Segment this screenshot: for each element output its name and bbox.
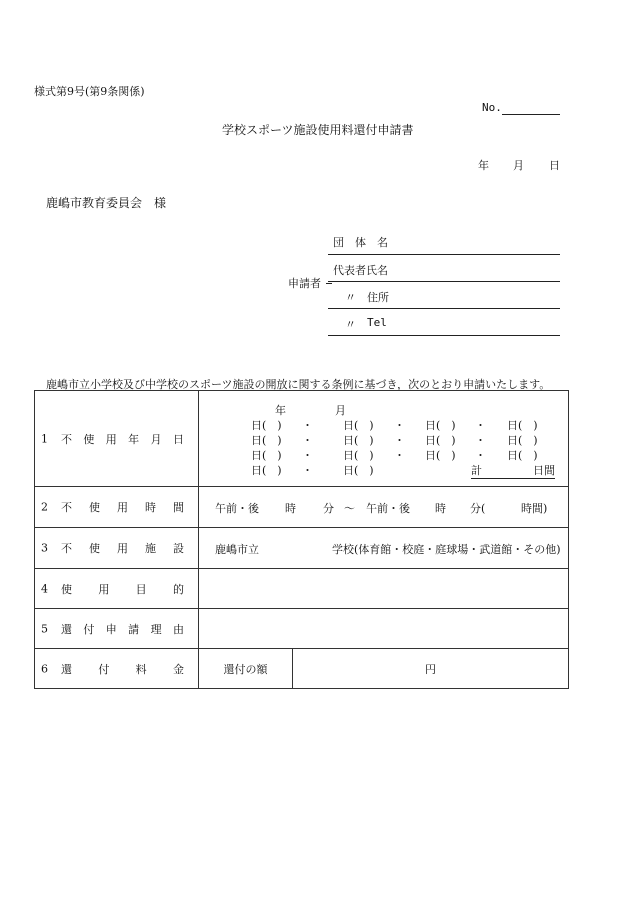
applicant-label: 申請者 — [288, 277, 321, 290]
purpose-field[interactable] — [199, 569, 569, 609]
row-refund-fee — [35, 649, 569, 689]
date-slot[interactable]: 日( ) — [507, 449, 538, 462]
date-slot[interactable]: 日( ) — [343, 434, 374, 447]
end-hour[interactable]: 時 — [435, 502, 446, 515]
label-purpose: 4 使 用 目 的 — [35, 569, 199, 609]
date-slot[interactable]: 日( ) — [425, 449, 456, 462]
no-field-line[interactable] — [502, 114, 560, 115]
addressee: 鹿嶋市教育委員会 様 — [46, 196, 167, 210]
total-hours[interactable]: 時間) — [521, 502, 548, 515]
date-sep: ・ — [302, 434, 313, 447]
date-slot[interactable]: 日( ) — [507, 419, 538, 432]
representative-field[interactable] — [328, 281, 560, 282]
date-sep: ・ — [302, 419, 313, 432]
address-field[interactable] — [328, 308, 560, 309]
label-chars: 還 付 料 金 — [61, 662, 184, 676]
yen-unit: 円 — [425, 662, 436, 676]
time-tilde: ～ — [344, 502, 355, 515]
label-chars: 使 用 目 的 — [61, 582, 184, 596]
date-slot[interactable]: 日( ) — [425, 419, 456, 432]
group-name-field[interactable] — [328, 254, 560, 255]
form-number: 様式第9号(第9条関係) — [34, 85, 145, 98]
tel-field[interactable] — [328, 335, 560, 336]
row-refund-reason — [35, 609, 569, 649]
statement-text: 鹿嶋市立小学校及び中学校のスポーツ施設の開放に関する条例に基づき，次のとおり申請いたします。 — [46, 378, 551, 391]
date-slot[interactable]: 日( ) — [251, 449, 282, 462]
facility-cell[interactable] — [199, 528, 569, 569]
date-sep: ・ — [302, 449, 313, 462]
date-slot[interactable]: 日( ) — [251, 419, 282, 432]
date-slot[interactable]: 日( ) — [507, 434, 538, 447]
start-hour[interactable]: 時 — [285, 502, 296, 515]
address-ditto-mark: 〃 — [345, 291, 356, 304]
dates-year: 年 — [275, 404, 286, 417]
start-ampm[interactable]: 午前・後 — [215, 502, 259, 515]
date-year: 年 — [478, 159, 489, 172]
date-sep: ・ — [394, 419, 405, 432]
address-label: 住所 — [367, 291, 389, 304]
time-cell[interactable] — [199, 487, 569, 528]
date-sep: ・ — [302, 464, 313, 477]
label-chars: 不 使 用 年 月 日 — [61, 432, 184, 446]
date-month: 月 — [513, 159, 524, 172]
label-unused-facility: 3 不 使 用 施 設 — [35, 528, 199, 569]
document-title: 学校スポーツ施設使用料還付申請書 — [222, 123, 414, 137]
tel-label: Tel — [367, 316, 387, 329]
row-unused-facility — [35, 528, 569, 569]
total-days-label[interactable]: 日間 — [511, 462, 555, 479]
row-unused-dates — [35, 391, 569, 487]
label-unused-dates: 1 不 使 用 年 月 日 — [35, 391, 199, 487]
label-chars: 不 使 用 施 設 — [61, 542, 184, 555]
dates-cell[interactable] — [199, 391, 569, 487]
end-ampm[interactable]: 午前・後 — [366, 502, 410, 515]
refund-amount-field[interactable] — [293, 649, 569, 689]
refund-amount-label: 還付の額 — [199, 649, 293, 689]
total-label: 計 — [471, 462, 511, 479]
label-refund-reason: 5 還 付 申 請 理 由 — [35, 609, 199, 649]
application-table — [34, 390, 569, 689]
date-day: 日 — [549, 159, 560, 172]
date-slot[interactable]: 日( ) — [343, 464, 374, 477]
refund-reason-field[interactable] — [199, 609, 569, 649]
group-name-label: 団 体 名 — [333, 236, 388, 249]
label-refund-fee: 6 還 付 料 金 — [35, 649, 199, 689]
date-slot[interactable]: 日( ) — [251, 434, 282, 447]
date-sep: ・ — [475, 449, 486, 462]
no-label: No. — [482, 101, 502, 114]
dates-month: 月 — [335, 404, 346, 417]
facility-city: 鹿嶋市立 — [215, 543, 259, 556]
start-minute[interactable]: 分 — [323, 502, 334, 515]
date-sep: ・ — [394, 434, 405, 447]
row-purpose — [35, 569, 569, 609]
date-sep: ・ — [475, 434, 486, 447]
row-unused-time — [35, 487, 569, 528]
date-slot[interactable]: 日( ) — [343, 449, 374, 462]
label-chars: 還 付 申 請 理 由 — [61, 622, 184, 636]
label-chars: 不 使 用 時 間 — [61, 501, 184, 514]
label-unused-time: 2 不 使 用 時 間 — [35, 487, 199, 528]
date-sep: ・ — [394, 449, 405, 462]
applicant-bracket-line — [326, 283, 332, 284]
date-slot[interactable]: 日( ) — [425, 434, 456, 447]
facility-school-options[interactable]: 学校(体育館・校庭・庭球場・武道館・その他) — [332, 543, 561, 556]
date-slot[interactable]: 日( ) — [251, 464, 282, 477]
representative-label: 代表者氏名 — [333, 264, 388, 277]
tel-ditto-mark: 〃 — [345, 318, 356, 331]
end-minute[interactable]: 分( — [470, 502, 486, 515]
date-slot[interactable]: 日( ) — [343, 419, 374, 432]
date-sep: ・ — [475, 419, 486, 432]
